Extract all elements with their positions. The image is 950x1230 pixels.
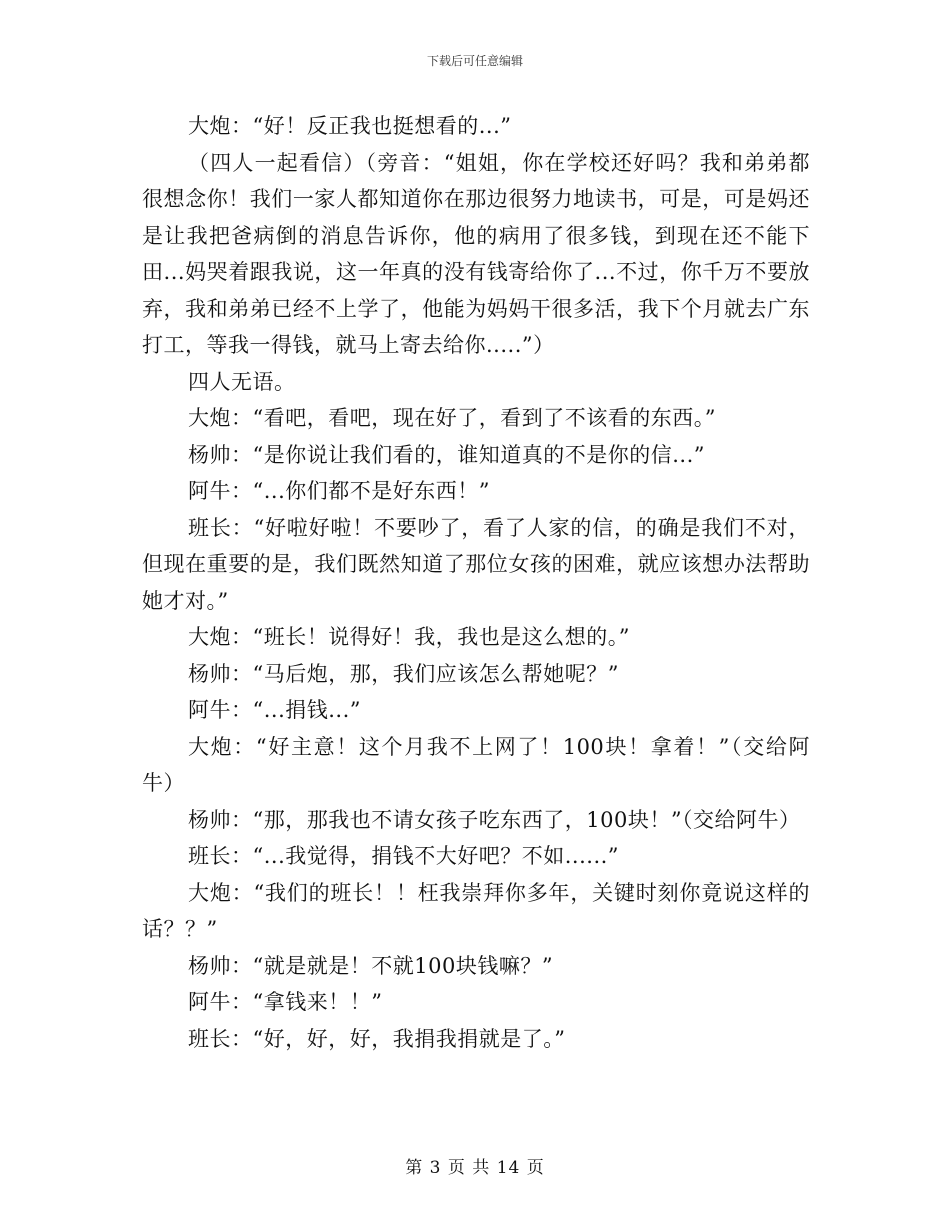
paragraph: （四人一起看信）（旁音：“姐姐，你在学校还好吗？我和弟弟都很想念你！我们一家人都知道你在那边很努力地读书，可是，可是妈还是让我把爸病倒的消息告诉你，他的病用了很多钱，到现在还不能下田...妈哭着跟我说，这一年真的没有钱寄给你了...不过，你千万不要放弃，我和弟弟已经不上学了，他能为妈妈干很多活，我下个月就去广东打工，等我一得钱，就马上寄去给你.....”）	[142, 150, 810, 357]
paragraph: 大炮：“我们的班长！！枉我崇拜你多年，关键时刻你竟说这样的话？？”	[142, 880, 810, 941]
page-number-footer: 第 3 页 共 14 页	[405, 1158, 545, 1178]
paragraph: 杨帅：“是你说让我们看的，谁知道真的不是你的信...”	[188, 442, 705, 467]
paragraph: 四人无语。	[188, 369, 296, 394]
paragraph: 杨帅：“那，那我也不请女孩子吃东西了，100块！”（交给阿牛）	[188, 807, 801, 832]
paragraph: 阿牛：“...你们都不是好东西！”	[188, 479, 490, 503]
paragraph: 大炮：“看吧，看吧，现在好了，看到了不该看的东西。”	[188, 406, 716, 430]
paragraph: 阿牛：“拿钱来！！”	[188, 990, 383, 1014]
paragraph: 阿牛：“...捐钱...”	[188, 698, 362, 722]
paragraph: 班长：“好，好，好，我捐我捐就是了。”	[188, 1026, 566, 1051]
paragraph: 大炮：“好！反正我也挺想看的...”	[188, 114, 512, 138]
paragraph: 杨帅：“马后炮，那，我们应该怎么帮她呢？”	[188, 661, 619, 686]
page-header: 下载后可任意编辑	[426, 54, 523, 68]
paragraph: 杨帅：“就是就是！不就100块钱嘛？”	[188, 953, 554, 978]
paragraph: 班长：“好啦好啦！不要吵了，看了人家的信，的确是我们不对，但现在重要的是，我们既然知道了那位女孩的困难，就应该想办法帮助她才对。”	[142, 515, 810, 613]
paragraph: 大炮：“好主意！这个月我不上网了！100块！拿着！”（交给阿牛）	[142, 734, 810, 795]
document-body	[142, 108, 810, 1057]
paragraph: 大炮：“班长！说得好！我，我也是这么想的。”	[188, 625, 630, 649]
paragraph: 班长：“...我觉得，捐钱不大好吧？不如......”	[188, 844, 620, 868]
